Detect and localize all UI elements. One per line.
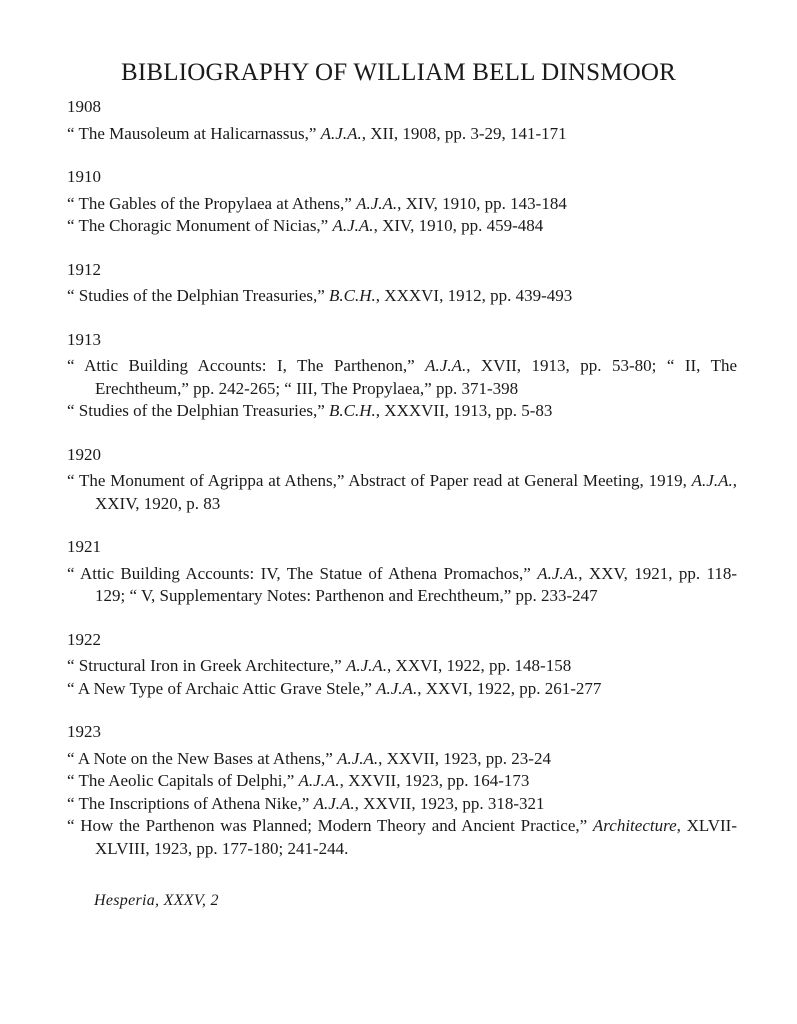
bibliography-entry <box>67 123 737 146</box>
year-section <box>67 96 737 145</box>
publication-title: A.J.A. <box>537 563 579 583</box>
entry-text: “ A Note on the New Bases at Athens,” <box>67 748 338 768</box>
year-section <box>67 329 737 423</box>
entry-text: , XXV, 1921, pp. 118-129; “ V, Supplementary Notes: Parthenon and Erechtheum,” pp. 233-247 <box>95 563 738 605</box>
year-section <box>67 721 737 860</box>
entry-text: , XII, 1908, pp. 3-29, 141-171 <box>361 123 567 143</box>
entry-text: “ The Aeolic Capitals of Delphi,” <box>67 771 299 790</box>
entry-text: , XXVI, 1922, pp. 261-277 <box>417 678 602 698</box>
entry-text: , XXXVII, 1913, pp. 5-83 <box>375 401 553 420</box>
entry-text: “ Structural Iron in Greek Architecture,” <box>67 656 346 675</box>
entry-text: , XLVII-XLVIII, 1923, pp. 177-180; 241-244. <box>95 816 737 858</box>
publication-title: A.J.A. <box>337 748 379 768</box>
entry-text: “ The Mausoleum at Halicarnassus,” <box>67 123 321 143</box>
bibliography-entry <box>67 678 737 701</box>
year-section <box>67 629 737 701</box>
bibliography-entry <box>67 400 737 423</box>
entry-text: , XXVII, 1923, pp. 23-24 <box>378 748 551 768</box>
publication-title: A.J.A. <box>320 123 362 143</box>
entry-text: “ Studies of the Delphian Treasuries,” <box>67 286 330 305</box>
publication-title: B.C.H. <box>329 286 376 305</box>
bibliography-entry <box>67 770 737 793</box>
year-section <box>67 444 737 516</box>
publication-title: A.J.A. <box>691 471 733 490</box>
year-section <box>67 536 737 608</box>
bibliography-entry <box>67 748 737 771</box>
publication-title: A.J.A. <box>356 193 398 213</box>
bibliography-entry <box>67 655 737 678</box>
year-heading: 1908 <box>67 97 101 116</box>
entry-text: “ A New Type of Archaic Attic Grave Stele,” <box>67 678 377 698</box>
entry-text: , XIV, 1910, pp. 143-184 <box>397 193 567 213</box>
publication-title: Architecture <box>592 816 677 835</box>
bibliography-entry <box>67 815 737 860</box>
journal-footer: Hesperia, XXXV, 2 <box>94 892 219 909</box>
year-heading: 1913 <box>67 329 101 349</box>
publication-title: B.C.H. <box>329 401 376 420</box>
bibliography-entry <box>67 563 737 608</box>
bibliography-entry <box>67 215 737 238</box>
entry-text: “ Attic Building Accounts: IV, The Statue of Athena Promachos,” <box>67 563 538 583</box>
year-heading: 1912 <box>67 259 101 279</box>
publication-title: A.J.A. <box>345 656 388 675</box>
bibliography-sections <box>67 96 737 881</box>
bibliography-entry <box>67 470 737 515</box>
entry-text: , XXVII, 1923, pp. 164-173 <box>339 771 530 790</box>
entry-text: , XIV, 1910, pp. 459-484 <box>373 216 544 235</box>
entry-text: “ Studies of the Delphian Treasuries,” <box>67 401 330 420</box>
page-title: BIBLIOGRAPHY OF WILLIAM BELL DINSMOOR <box>120 59 677 86</box>
entry-text: “ How the Parthenon was Planned; Modern Theory and Ancient Practice,” <box>67 816 593 835</box>
year-heading: 1922 <box>67 629 101 649</box>
year-heading: 1920 <box>67 444 101 464</box>
bibliography-entry <box>67 285 737 308</box>
publication-title: A.J.A. <box>313 793 355 813</box>
entry-text: , XXIV, 1920, p. 83 <box>95 471 737 513</box>
entry-text: “ The Choragic Monument of Nicias,” <box>67 216 333 235</box>
year-heading: 1910 <box>67 167 101 186</box>
entry-text: “ The Gables of the Propylaea at Athens,” <box>67 193 357 213</box>
publication-title: A.J.A. <box>376 678 418 698</box>
year-section <box>67 259 737 308</box>
entry-text: , XXXVI, 1912, pp. 439-493 <box>375 286 573 305</box>
publication-title: A.J.A. <box>332 216 374 235</box>
entry-text: , XXVII, 1923, pp. 318-321 <box>354 793 545 813</box>
entry-text: “ The Inscriptions of Athena Nike,” <box>67 793 314 813</box>
entry-text: , XVII, 1913, pp. 53-80; “ II, The Erechtheum,” pp. 242-265; “ III, The Propylaea,” pp. 371-398 <box>95 356 737 398</box>
bibliography-entry <box>67 355 737 400</box>
entry-text: , XXVI, 1922, pp. 148-158 <box>387 656 572 675</box>
publication-title: A.J.A. <box>298 771 340 790</box>
entry-text: “ Attic Building Accounts: I, The Parthenon,” <box>67 356 426 375</box>
bibliography-entry <box>67 193 737 216</box>
year-heading: 1923 <box>67 722 101 741</box>
year-heading: 1921 <box>67 537 101 556</box>
year-section <box>67 166 737 238</box>
entry-text: “ The Monument of Agrippa at Athens,” Abstract of Paper read at General Meeting, 1919, <box>67 471 692 490</box>
bibliography-entry <box>67 793 737 816</box>
publication-title: A.J.A. <box>425 356 467 375</box>
